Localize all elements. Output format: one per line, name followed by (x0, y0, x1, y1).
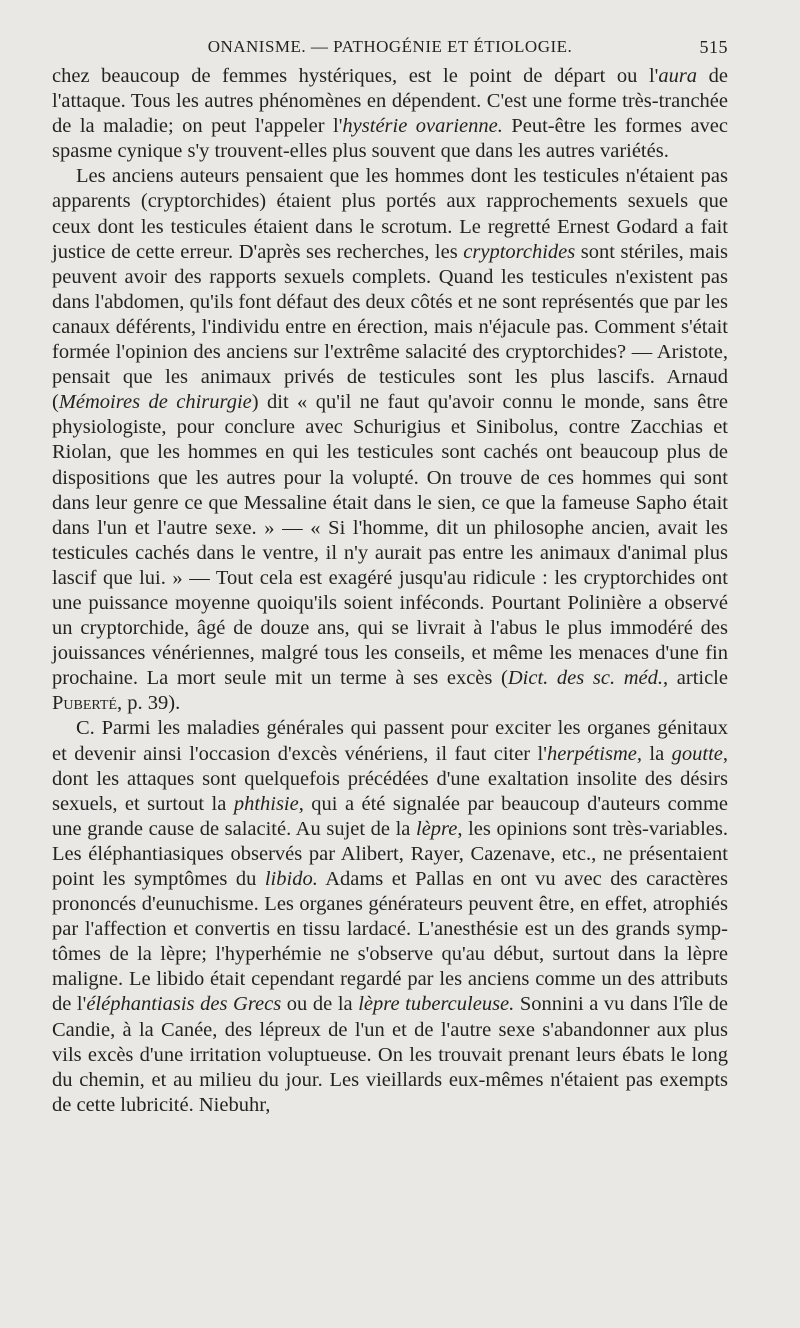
body-text (52, 64, 728, 1118)
italic-run: Mémoires de chirurgie (58, 391, 252, 414)
italic-run: phthisie (233, 792, 299, 815)
text-run: la (642, 742, 672, 765)
text-run: Adams et Pallas en ont vu avec des caractères prononcés d'eunuchisme. Les organes générateurs peuvent être, en effet, atrophiés par l'affection et convertis en tissu lardacé. L'anesthésie est un des grands symptômes de la lèpre; l'hyperhémie ne s'observe qu'au début, surtout dans la lèpre maligne. Le libido était cependant regardé par les anciens comme un des attributs de l' (52, 868, 728, 1016)
italic-run: hystérie ovarienne. (342, 115, 503, 138)
italic-run: herpétisme, (546, 742, 643, 765)
italic-run: Dict. des sc. méd. (507, 667, 663, 690)
running-title: ONANISME. — PATHOGÉNIE ET ÉTIOLOGIE. (207, 37, 573, 56)
text-run: Sonnini a vu dans l'île de Candie, à la Canée, des lépreux de l'un et de l'autre sexe s'abandonner aux plus vils excès d'une irritation voluptueuse. On les trouvait prenant leurs ébats le long du chemin, et au milieu du jour. Les vieillards eux-mêmes n'étaient pas exempts de cette lubricité. Niebuhr, (52, 993, 728, 1116)
text-run: , article (663, 667, 728, 690)
text-run: Les anciens auteurs pensaient que les hommes dont les testicules n'étaient pas apparents (cryptorchides) étaient plus portés aux rapprochements sexuels que ceux dont les testicules étaient dans le scrotum. Le regretté Ernest Godard a fait justice de cette erreur. D'après ses recherches, les (52, 165, 728, 263)
text-run: Peut-être les formes avec spasme cynique s'y trouvent-elles plus souvent que dans les autres variétés. (52, 115, 728, 163)
text-run: , dont les attaques sont quelquefois précédées d'une exaltation insolite des désirs sexuels, et surtout la (52, 742, 728, 815)
text-run: ou de la (281, 993, 359, 1016)
paragraph (52, 164, 728, 716)
italic-run: libido. (264, 868, 318, 890)
italic-run: lèpre tuberculeuse. (358, 993, 515, 1016)
text-run: , les opinions sont très-variables. Les éléphantiasiques observés par Alibert, Rayer, Cazenave, etc., ne présentaient point les symptômes du (52, 817, 728, 890)
italic-run: cryptorchides (463, 240, 576, 263)
page-number: 515 (699, 37, 728, 57)
italic-run: goutte (671, 742, 723, 765)
text-run: chez beaucoup de femmes hystériques, est le point de départ ou l' (52, 65, 659, 87)
text-run: ) dit « qu'il ne faut qu'avoir connu le monde, sans être physiologiste, pour conclure avec Schurigius et Sinibolus, contre Zacchias et Riolan, que les hommes en qui les testicules sont cachés ont beaucoup plus de dispositions que les autres pour la volupté. On trouve de ces hommes qui sont dans leur genre ce que Messaline était dans le sien, ce que la fameuse Sapho était dans l'un et l'autre sexe. » — « Si l'homme, dit un philosophe ancien, avait les testicules cachés dans le ventre, il n'y aurait pas entre les animaux d'animal plus lascif que lui. » — Tout cela est exagéré jusqu'au ridicule : les cryptorchides ont une puissance moyenne quoiqu'ils soient inféconds. Pourtant Polinière a observé un cryptorchide, âgé de douze ans, qui se livrait à l'abus le plus immodéré des jouissances vénériennes, malgré tous les conseils, et même les menaces d'une fin prochaine. La mort seule mit un terme à ses excès ( (52, 391, 728, 690)
text-run: C. Parmi les maladies générales qui passent pour exciter les organes génitaux et devenir ainsi l'occasion d'excès vénériens, il faut citer l' (52, 717, 728, 765)
text-run: de l'attaque. Tous les autres phénomènes en dépendent. C'est une forme très-tranchée de la maladie; on peut l'appeler l' (52, 65, 728, 138)
paragraph (52, 64, 728, 164)
paragraph (52, 716, 728, 1118)
italic-run: lèpre (416, 817, 458, 840)
text-run: , qui a été signalée par beaucoup d'auteurs comme une grande cause de salacité. Au sujet de la (52, 792, 728, 840)
text-run: , p. 39). (117, 692, 181, 715)
page-header (52, 34, 728, 62)
text-run: sont stériles, mais peuvent avoir des rapports sexuels complets. Quand les testicules n'existent pas dans l'abdomen, qu'ils font défaut des deux côtés et ne sont représentés que par les canaux déférents, l'individu entre en érection, mais n'éjacule pas. Comment s'était formée l'opinion des anciens sur l'extrême salacité des cryptorchides? — Aristote, pensait que les animaux privés de testicules sont les plus lascifs. Arnaud ( (52, 240, 728, 414)
italic-run: éléphantiasis des Grecs (86, 993, 282, 1016)
small-caps-run: Puberté (52, 692, 118, 715)
italic-run: aura (658, 65, 698, 87)
